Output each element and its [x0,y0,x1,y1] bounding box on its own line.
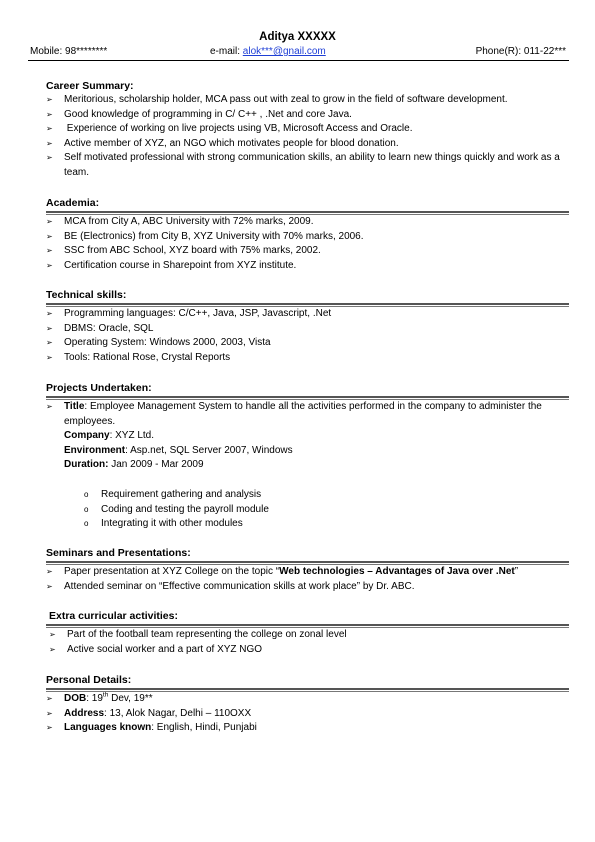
contact-line [30,46,568,60]
address-item: ➢ Address: 13, Alok Nagar, Delhi – 110OXX [46,707,569,722]
email-label: e-mail: [210,46,243,57]
mobile-number: Mobile: 98******** [30,46,108,57]
academia-section [46,197,569,273]
list-item: ➢ Certification course in Sharepoint from XYZ institute. [46,259,569,274]
career-list [46,93,569,181]
list-item: ➢ Paper presentation at XYZ College on the topic “Web technologies – Advantages of Java over .Net” [46,565,569,580]
project-tasks-list [46,488,569,532]
projects-list [46,400,569,473]
list-item: ➢ Good knowledge of programming in C/ C++ , .Net and core Java. [46,108,569,123]
list-item: o Coding and testing the payroll module [84,503,569,518]
arrow-bullet-icon: ➢ [46,231,53,241]
arrow-bullet-icon: ➢ [46,581,53,591]
project-title-label: Title [64,401,85,412]
list-item: ➢ Tools: Rational Rose, Crystal Reports [46,351,569,366]
extra-list [46,628,569,657]
list-item: ➢ Programming languages: C/C++, Java, JSP, Javascript, .Net [46,307,569,322]
list-item: o Requirement gathering and analysis [84,488,569,503]
list-item: ➢ SSC from ABC School, XYZ board with 75% marks, 2002. [46,244,569,259]
list-item: ➢ BE (Electronics) from City B, XYZ University with 70% marks, 2006. [46,230,569,245]
arrow-bullet-icon: ➢ [46,260,53,270]
arrow-bullet-icon: ➢ [46,246,53,256]
section-title: Seminars and Presentations: [46,547,191,559]
arrow-bullet-icon: ➢ [46,217,53,226]
arrow-bullet-icon: ➢ [46,323,53,333]
list-item: ➢ Self motivated professional with strong communication skills, an ability to learn new things quickly and work as a team. [46,152,560,178]
list-item: ➢ DBMS: Oracle, SQL [46,322,569,337]
email-link[interactable]: alok***@gnail.com [242,46,326,57]
seminars-list [46,565,569,594]
list-item: ➢ MCA from City A, ABC University with 72% marks, 2009. [46,215,569,230]
arrow-bullet-icon: ➢ [46,109,53,119]
arrow-bullet-icon: ➢ [49,630,56,639]
header-divider [28,60,569,61]
section-title: Extra curricular activities: [49,610,178,622]
personal-list [46,692,569,736]
list-item: ➢ Active member of XYZ, an NGO which motivates people for blood donation. [46,137,569,152]
circle-bullet-icon: o [84,489,89,499]
projects-section [46,382,569,532]
project-title-value: : Employee Management System to handle all the activities performed in the company to administer the employees. [64,401,542,427]
section-title: Academia: [46,197,100,209]
candidate-name: Aditya XXXXX [259,31,336,43]
list-item: ➢ Experience of working on live projects using VB, Microsoft Access and Oracle. [46,122,569,137]
arrow-bullet-icon: ➢ [46,402,53,411]
circle-bullet-icon: o [84,519,89,529]
career-summary-section [46,80,569,181]
extra-curricular-section [46,610,569,657]
list-item: ➢ Part of the football team representing the college on zonal level [49,628,569,643]
section-title: Projects Undertaken: [46,382,152,394]
section-title: Personal Details: [46,674,132,686]
arrow-bullet-icon: ➢ [49,644,56,654]
list-item: o Integrating it with other modules [84,517,569,532]
project-item [46,400,569,429]
dob-item: ➢ DOB: 19th Dev, 19** [46,692,569,707]
languages-item: ➢ Languages known: English, Hindi, Punjabi [46,721,569,736]
section-title: Technical skills: [46,289,127,301]
phone-number: Phone(R): 011-22*** [475,46,566,57]
academia-list [46,215,569,273]
list-item: ➢ Attended seminar on “Effective communication skills at work place” by Dr. ABC. [46,580,569,595]
arrow-bullet-icon: ➢ [46,95,53,104]
arrow-bullet-icon: ➢ [46,694,53,703]
arrow-bullet-icon: ➢ [46,153,53,163]
arrow-bullet-icon: ➢ [46,352,53,362]
arrow-bullet-icon: ➢ [46,567,53,576]
arrow-bullet-icon: ➢ [46,124,53,134]
arrow-bullet-icon: ➢ [46,138,53,148]
section-title: Career Summary: [46,80,134,92]
project-duration: Duration: Jan 2009 - Mar 2009 [64,459,204,471]
arrow-bullet-icon: ➢ [46,708,53,718]
circle-bullet-icon: o [84,504,89,514]
list-item: ➢ Operating System: Windows 2000, 2003, Vista [46,336,569,351]
list-item: ➢ Meritorious, scholarship holder, MCA pass out with zeal to grow in the field of software development. [46,93,569,108]
email-block [210,46,326,57]
project-environment: Environment: Asp.net, SQL Server 2007, Windows [64,444,293,456]
arrow-bullet-icon: ➢ [46,338,53,348]
list-item: ➢ Active social worker and a part of XYZ NGO [49,643,569,658]
project-company: Company: XYZ Ltd. [64,430,155,442]
arrow-bullet-icon: ➢ [46,723,53,733]
arrow-bullet-icon: ➢ [46,309,53,318]
technical-skills-section [46,289,569,365]
skills-list [46,307,569,365]
personal-details-section [46,674,569,736]
seminars-section [46,547,569,594]
